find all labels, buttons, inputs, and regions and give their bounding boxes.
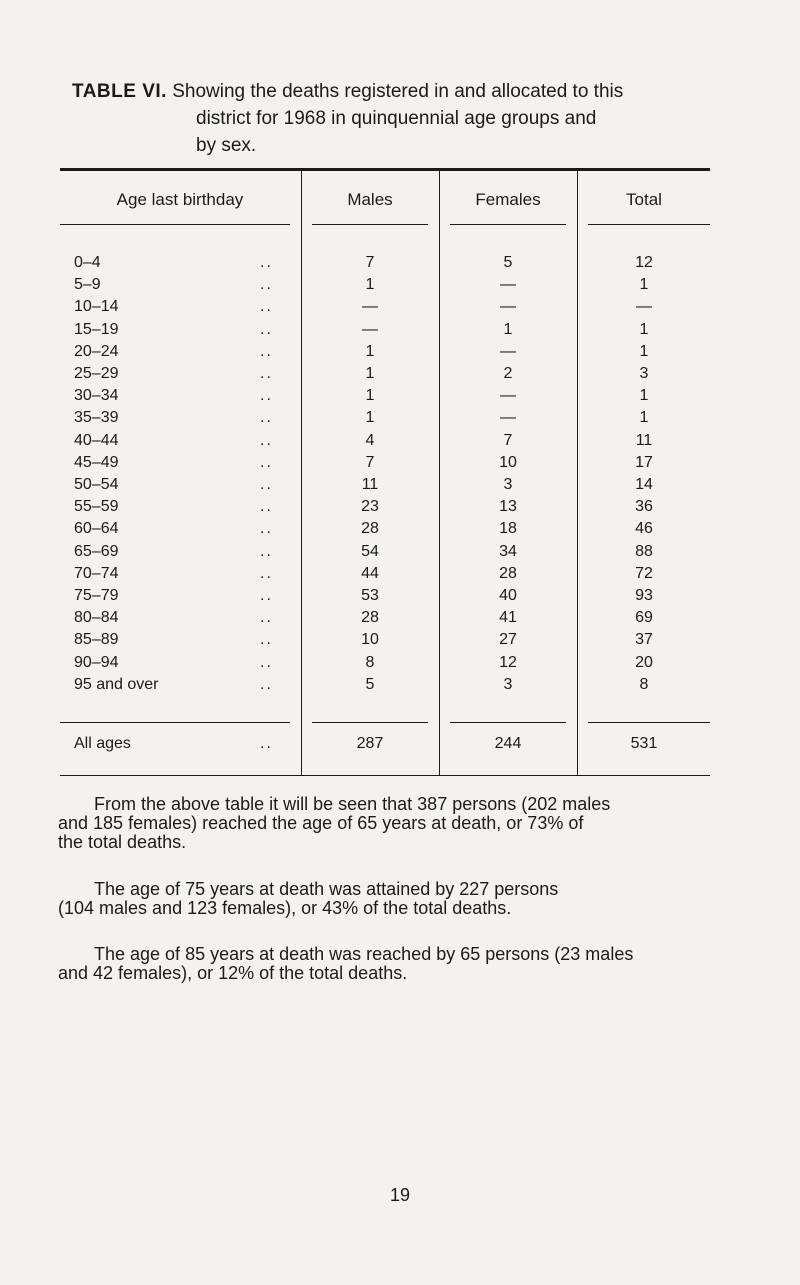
header-rule-females xyxy=(450,224,566,225)
age-label: 90–94 xyxy=(74,653,119,671)
deaths-table xyxy=(60,168,710,778)
age-label: 45–49 xyxy=(74,453,119,471)
females-cell: 3 xyxy=(503,476,513,493)
total-cell: 1 xyxy=(639,409,649,427)
total-cell: 72 xyxy=(635,564,653,582)
males-cell: 8 xyxy=(365,653,375,671)
total-cell: 1 xyxy=(639,342,649,360)
age-label: 0–4 xyxy=(74,254,101,271)
header-males: Males xyxy=(347,190,393,209)
age-label: 85–89 xyxy=(74,631,119,649)
leader-dots: .. xyxy=(260,564,273,582)
age-label: 40–44 xyxy=(74,431,119,449)
age-label: 35–39 xyxy=(74,409,119,427)
females-cell: 34 xyxy=(499,542,517,560)
table-row xyxy=(60,541,710,563)
leader-dots: .. xyxy=(260,542,273,560)
age-label: 70–74 xyxy=(74,564,119,582)
leader-dots: .. xyxy=(260,587,273,604)
males-cell: 5 xyxy=(365,675,375,693)
total-cell: 20 xyxy=(635,653,653,671)
total-cell: 36 xyxy=(635,498,653,516)
table-row xyxy=(60,607,710,629)
females-cell: — xyxy=(500,276,516,294)
males-cell: 7 xyxy=(365,453,375,471)
paragraph-3 xyxy=(58,945,718,983)
paragraph-2-line-1: The age of 75 years at death was attained by 227 persons xyxy=(94,879,559,899)
age-label: 60–64 xyxy=(74,520,119,538)
title-text-1: Showing the deaths registered in and allocated to this xyxy=(172,81,624,102)
table-row xyxy=(60,563,710,585)
table-row xyxy=(60,363,710,385)
age-label: 55–59 xyxy=(74,498,119,516)
males-cell: 10 xyxy=(361,631,379,649)
total-males: 287 xyxy=(356,735,384,752)
males-cell: 28 xyxy=(361,609,379,627)
total-cell: 17 xyxy=(635,453,653,471)
males-cell: 1 xyxy=(365,342,375,360)
age-label: 10–14 xyxy=(74,298,119,316)
leader-dots: .. xyxy=(260,476,273,493)
leader-dots: .. xyxy=(260,276,273,294)
total-cell: 8 xyxy=(639,675,649,693)
females-cell: 28 xyxy=(499,564,517,582)
table-row xyxy=(60,474,710,496)
header-age: Age last birthday xyxy=(116,190,244,209)
total-cell: 93 xyxy=(635,587,653,604)
leader-dots: .. xyxy=(260,342,273,360)
total-cell: 1 xyxy=(639,276,649,294)
total-females: 244 xyxy=(494,735,522,752)
males-cell: 44 xyxy=(361,564,379,582)
age-label: 30–34 xyxy=(74,387,119,405)
table-row xyxy=(60,629,710,651)
age-label: 75–79 xyxy=(74,587,119,604)
leader-dots: .. xyxy=(260,365,273,382)
age-label: 65–69 xyxy=(74,542,119,560)
footer-rule-females xyxy=(450,722,566,723)
total-cell: 3 xyxy=(639,365,649,382)
table-row xyxy=(60,452,710,474)
paragraph-1-line-2: and 185 females) reached the age of 65 years at death, or 73% of xyxy=(58,813,584,833)
paragraph-1-line-3: the total deaths. xyxy=(58,832,187,852)
total-cell: 88 xyxy=(635,542,653,560)
age-label: 80–84 xyxy=(74,609,119,627)
females-cell: 12 xyxy=(499,653,517,671)
females-cell: 10 xyxy=(499,453,517,471)
age-label: 25–29 xyxy=(74,365,119,382)
paragraph-3-line-2: and 42 females), or 12% of the total deaths. xyxy=(58,963,408,983)
leader-dots: .. xyxy=(260,298,273,316)
age-label: 95 and over xyxy=(74,675,159,693)
leader-dots: .. xyxy=(260,520,273,538)
age-label: 5–9 xyxy=(74,276,101,294)
footer-rule-males xyxy=(312,722,428,723)
header-females: Females xyxy=(475,190,541,209)
leader-dots: .. xyxy=(260,254,273,271)
leader-dots: .. xyxy=(260,498,273,516)
total-cell: 37 xyxy=(635,631,653,649)
total-cell: 46 xyxy=(635,520,653,538)
table-row xyxy=(60,319,710,341)
leader-dots: .. xyxy=(260,387,273,405)
table-title xyxy=(72,78,742,159)
females-cell: 13 xyxy=(499,498,517,516)
title-line-1 xyxy=(72,78,742,105)
males-cell: 7 xyxy=(365,254,375,271)
table-top-rule xyxy=(60,168,710,171)
footer-rule-total xyxy=(588,722,710,723)
males-cell: 1 xyxy=(365,365,375,382)
leader-dots: .. xyxy=(260,675,273,693)
header-rule-age xyxy=(60,224,290,225)
table-row xyxy=(60,385,710,407)
paragraph-2-line-2: (104 males and 123 females), or 43% of the total deaths. xyxy=(58,898,512,918)
leader-dots: .. xyxy=(260,409,273,427)
title-line-2: district for 1968 in quinquennial age groups and xyxy=(196,108,597,129)
age-label: 50–54 xyxy=(74,476,119,493)
females-cell: — xyxy=(500,409,516,427)
females-cell: 7 xyxy=(503,431,513,449)
table-row xyxy=(60,274,710,296)
males-cell: — xyxy=(362,320,378,338)
table-row xyxy=(60,518,710,540)
paragraph-3-line-1: The age of 85 years at death was reached by 65 persons (23 males xyxy=(94,944,634,964)
table-row xyxy=(60,296,710,318)
header-total: Total xyxy=(626,190,662,209)
table-row xyxy=(60,407,710,429)
table-row xyxy=(60,341,710,363)
header-rule-males xyxy=(312,224,428,225)
leader-dots: .. xyxy=(260,735,273,752)
age-label: 20–24 xyxy=(74,342,119,360)
paragraph-2 xyxy=(58,880,718,918)
table-bottom-rule xyxy=(60,775,710,776)
leader-dots: .. xyxy=(260,320,273,338)
males-cell: — xyxy=(362,298,378,316)
males-cell: 1 xyxy=(365,409,375,427)
table-number: TABLE VI. xyxy=(72,81,167,102)
females-cell: 40 xyxy=(499,587,517,604)
females-cell: 18 xyxy=(499,520,517,538)
total-cell: 11 xyxy=(635,431,653,449)
females-cell: 41 xyxy=(499,609,517,627)
females-cell: 5 xyxy=(503,254,513,271)
females-cell: — xyxy=(500,298,516,316)
age-label: 15–19 xyxy=(74,320,119,338)
females-cell: — xyxy=(500,342,516,360)
females-cell: 27 xyxy=(499,631,517,649)
paragraph-1 xyxy=(58,795,718,852)
total-cell: 69 xyxy=(635,609,653,627)
total-cell: 12 xyxy=(635,254,653,271)
table-row xyxy=(60,585,710,607)
paragraph-1-line-1: From the above table it will be seen that 387 persons (202 males xyxy=(94,794,611,814)
page-number: 19 xyxy=(389,1185,411,1205)
total-cell: 1 xyxy=(639,320,649,338)
table-row xyxy=(60,652,710,674)
table-row xyxy=(60,496,710,518)
total-total: 531 xyxy=(630,735,658,752)
males-cell: 1 xyxy=(365,276,375,294)
females-cell: 1 xyxy=(503,320,513,338)
table-row xyxy=(60,674,710,696)
table-row xyxy=(60,430,710,452)
table-row xyxy=(60,252,710,274)
females-cell: 3 xyxy=(503,675,513,693)
leader-dots: .. xyxy=(260,431,273,449)
males-cell: 53 xyxy=(361,587,379,604)
males-cell: 1 xyxy=(365,387,375,405)
title-line-3: by sex. xyxy=(196,135,257,156)
males-cell: 23 xyxy=(361,498,379,516)
total-cell: 1 xyxy=(639,387,649,405)
females-cell: — xyxy=(500,387,516,405)
total-row xyxy=(60,733,710,755)
males-cell: 54 xyxy=(361,542,379,560)
total-cell: — xyxy=(636,298,652,316)
leader-dots: .. xyxy=(260,453,273,471)
females-cell: 2 xyxy=(503,365,513,382)
leader-dots: .. xyxy=(260,653,273,671)
leader-dots: .. xyxy=(260,609,273,627)
males-cell: 11 xyxy=(361,476,379,493)
header-rule-total xyxy=(588,224,710,225)
males-cell: 4 xyxy=(365,431,375,449)
total-age-label: All ages xyxy=(74,735,131,752)
footer-rule-age xyxy=(60,722,290,723)
total-cell: 14 xyxy=(635,476,653,493)
leader-dots: .. xyxy=(260,631,273,649)
males-cell: 28 xyxy=(361,520,379,538)
